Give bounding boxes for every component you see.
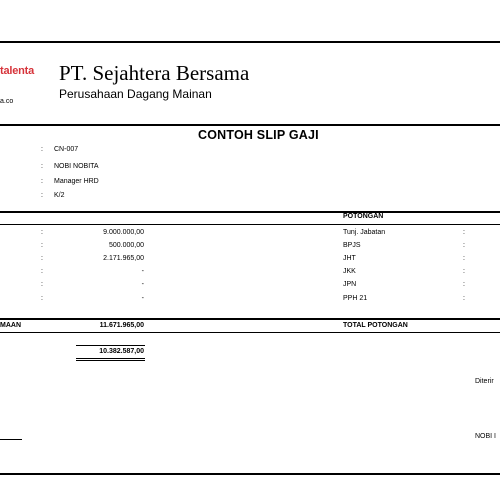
earning-amount: 9.000.000,00 [103, 229, 144, 236]
row-colon: : [41, 295, 43, 302]
received-label: Diterir [475, 378, 494, 385]
row-colon: : [463, 229, 465, 236]
earnings-total-amount: 11.671.965,00 [99, 322, 144, 329]
net-pay-underline [76, 345, 145, 346]
totals-top-border [0, 318, 500, 320]
employee-status: K/2 [54, 192, 65, 199]
deductions-header: POTONGAN [343, 213, 384, 220]
info-colon: : [41, 163, 43, 170]
logo-text: talenta [0, 65, 35, 77]
top-border [0, 41, 500, 43]
receiver-name: NOBI I [475, 433, 497, 440]
earning-amount: - [141, 295, 144, 302]
row-colon: : [463, 281, 465, 288]
document-title: CONTOH SLIP GAJI [198, 128, 319, 142]
title-top-border [0, 124, 500, 126]
deduction-label: JHT [343, 255, 356, 262]
table-top-border [0, 211, 500, 213]
earning-amount: - [141, 268, 144, 275]
totals-bottom-border [0, 332, 500, 333]
employee-name: NOBI NOBITA [54, 163, 99, 170]
row-colon: : [41, 281, 43, 288]
company-description: Perusahaan Dagang Mainan [59, 87, 212, 101]
deduction-label: BPJS [343, 242, 361, 249]
signature-line [0, 439, 22, 440]
deduction-label: JPN [343, 281, 357, 288]
row-colon: : [41, 255, 43, 262]
info-colon: : [41, 178, 43, 185]
net-pay-amount: 10.382.587,00 [99, 348, 144, 355]
row-colon: : [463, 255, 465, 262]
row-colon: : [41, 242, 43, 249]
employee-position: Manager HRD [54, 178, 99, 185]
row-colon: : [41, 268, 43, 275]
info-colon: : [41, 192, 43, 199]
earning-amount: 2.171.965,00 [103, 255, 144, 262]
row-colon: : [41, 229, 43, 236]
earnings-total-label: MAAN [0, 322, 21, 329]
deduction-label: JKK [343, 268, 356, 275]
logo-website: a.co [0, 98, 14, 105]
net-pay-double-underline [76, 358, 145, 361]
bottom-border [0, 473, 500, 475]
row-colon: : [463, 268, 465, 275]
deductions-total-label: TOTAL POTONGAN [343, 322, 408, 329]
info-colon: : [41, 146, 43, 153]
employee-id: CN-007 [54, 146, 79, 153]
deduction-label: PPH 21 [343, 295, 368, 302]
row-colon: : [463, 242, 465, 249]
row-colon: : [463, 295, 465, 302]
table-header-border [0, 224, 500, 225]
company-name: PT. Sejahtera Bersama [59, 61, 250, 85]
deduction-label: Tunj. Jabatan [343, 229, 386, 236]
company-logo [0, 65, 34, 77]
earning-amount: 500.000,00 [108, 242, 144, 249]
earning-amount: - [141, 281, 144, 288]
